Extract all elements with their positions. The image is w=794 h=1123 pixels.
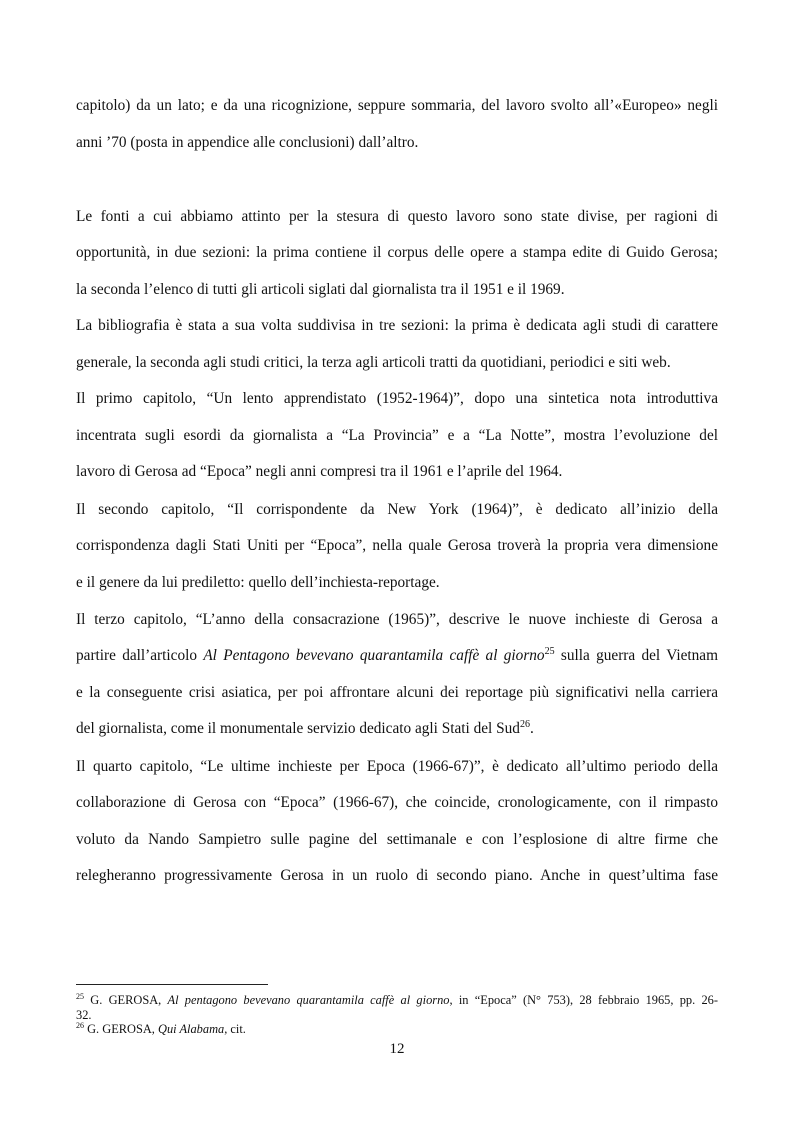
body-line <box>76 646 718 666</box>
text-span: sulla guerra del Vietnam <box>554 647 718 664</box>
body-line: La bibliografia è stata a sua volta suddivisa in tre sezioni: la prima è dedicata agli studi di carattere <box>76 317 718 334</box>
text-span: . <box>529 720 534 737</box>
body-line: relegheranno progressivamente Gerosa in un ruolo di secondo piano. Anche in quest’ultima fase <box>76 867 718 884</box>
body-line: opportunità, in due sezioni: la prima contiene il corpus delle opere a stampa edite di Guido Gerosa; <box>76 244 718 261</box>
text-span: del giornalista, come il monumentale servizio dedicato agli Stati del Sud <box>76 720 520 737</box>
text-span: , in “Epoca” (N° 753), 28 febbraio 1965, pp. 26- <box>449 993 718 1007</box>
footnote-ref[interactable]: 26 <box>519 718 530 730</box>
body-line: Il terzo capitolo, “L’anno della consacrazione (1965)”, descrive le nuove inchieste di Gerosa a <box>76 611 718 628</box>
body-line: e il genere da lui prediletto: quello dell’inchiesta-reportage. <box>76 574 440 591</box>
text-span: G. GEROSA, <box>84 993 168 1007</box>
body-line: Le fonti a cui abbiamo attinto per la stesura di questo lavoro sono state divise, per ragioni di <box>76 208 718 225</box>
footnote-ref[interactable]: 25 <box>544 645 555 657</box>
body-line: Il secondo capitolo, “Il corrispondente da New York (1964)”, è dedicato all’inizio della <box>76 501 718 518</box>
footnote-separator <box>76 984 268 985</box>
body-line: capitolo) da un lato; e da una ricognizione, seppure sommaria, del lavoro svolto all’«Europeo» negli <box>76 97 718 114</box>
body-line: generale, la seconda agli studi critici, la terza agli articoli tratti da quotidiani, periodici e siti web. <box>76 354 671 371</box>
text-span: partire dall’articolo <box>76 647 204 664</box>
body-line: anni ’70 (posta in appendice alle conclusioni) dall’altro. <box>76 134 419 151</box>
body-line: incentrata sugli esordi da giornalista a “La Provincia” e a “La Notte”, mostra l’evoluzione del <box>76 427 718 444</box>
body-line <box>76 719 718 739</box>
body-line: collaborazione di Gerosa con “Epoca” (1966-67), che coincide, cronologicamente, con il rimpasto <box>76 794 718 811</box>
text-span: G. GEROSA, <box>84 1022 159 1036</box>
footnote-number: 26 <box>76 1020 84 1030</box>
body-line: e la conseguente crisi asiatica, per poi affrontare alcuni dei reportage più significativi nella carriera <box>76 684 718 701</box>
article-title: Al Pentagono bevevano quarantamila caffè al giorno <box>203 647 545 664</box>
body-line: Il quarto capitolo, “Le ultime inchieste per Epoca (1966-67)”, è dedicato all’ultimo periodo della <box>76 758 718 775</box>
footnote-25-continuation: 32. <box>76 1008 92 1022</box>
footnote-number: 25 <box>76 991 84 1001</box>
body-line: Il primo capitolo, “Un lento apprendistato (1952-1964)”, dopo una sintetica nota introduttiva <box>76 390 718 407</box>
article-title: Al pentagono bevevano quarantamila caffè al giorno <box>167 993 450 1007</box>
article-title: Qui Alabama <box>158 1022 225 1036</box>
footnote-26 <box>76 1022 718 1036</box>
body-line: lavoro di Gerosa ad “Epoca” negli anni compresi tra il 1961 e l’aprile del 1964. <box>76 463 563 480</box>
text-span: , cit. <box>224 1022 246 1036</box>
body-line: corrispondenza dagli Stati Uniti per “Epoca”, nella quale Gerosa troverà la propria vera dimensione <box>76 537 718 554</box>
footnote-25 <box>76 993 718 1007</box>
page-number: 12 <box>389 1041 405 1057</box>
body-line: voluto da Nando Sampietro sulle pagine del settimanale e con l’esplosione di altre firme che <box>76 831 718 848</box>
body-line: la seconda l’elenco di tutti gli articoli siglati dal giornalista tra il 1951 e il 1969. <box>76 281 565 298</box>
